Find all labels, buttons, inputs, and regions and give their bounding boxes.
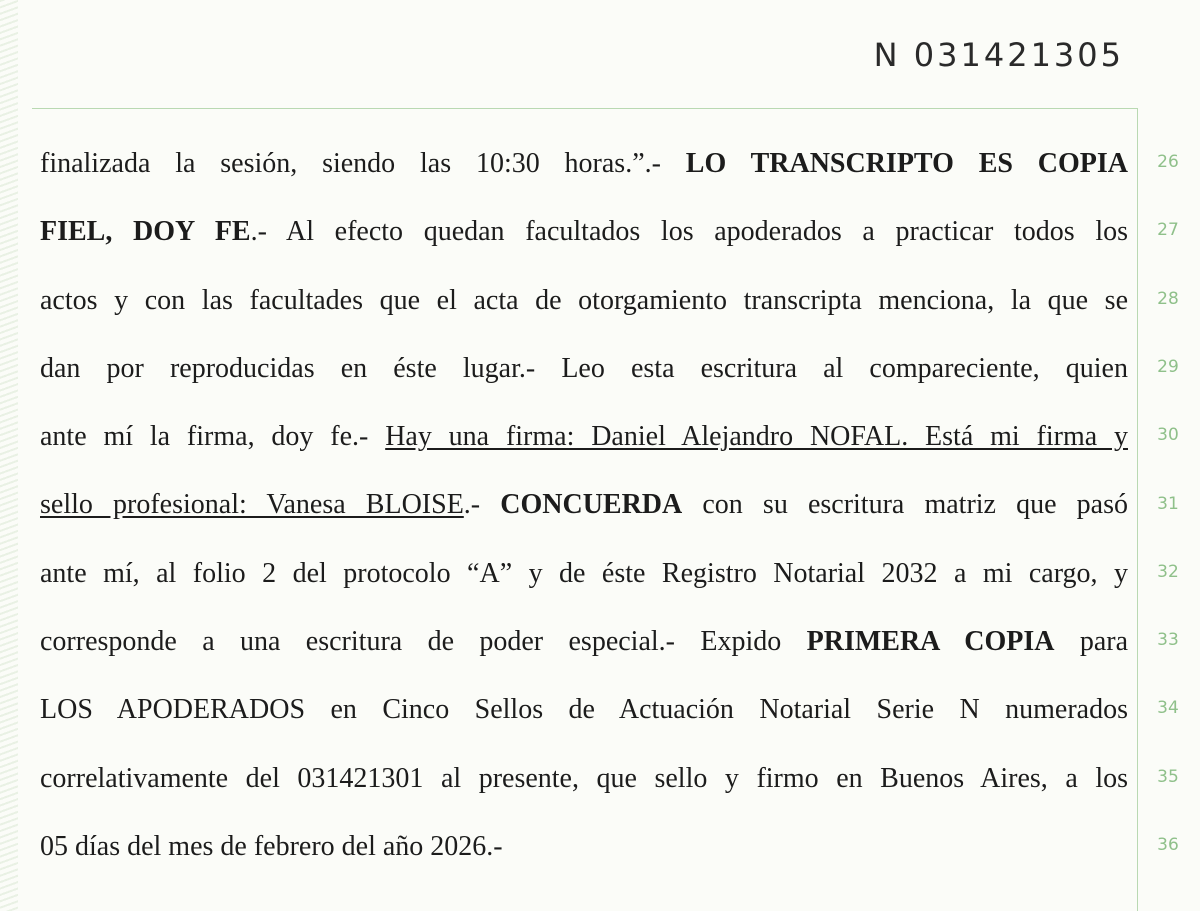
text-line	[40, 403, 1128, 471]
line-number: 27	[1157, 220, 1179, 241]
underlined-text-segment: sello profesional: Vanesa BLOISE	[40, 489, 464, 521]
security-paper-edge	[0, 0, 18, 911]
underlined-text-segment: Hay una firma: Daniel Alejandro NOFAL. Está mi firma y	[385, 421, 1128, 453]
text-segment: ante mí, al folio 2 del protocolo “A” y de éste Registro Notarial 2032 a mi cargo, y	[40, 557, 1128, 589]
text-segment: ante mí la firma, doy fe.-	[40, 421, 386, 453]
line-number: 28	[1157, 288, 1179, 309]
text-line	[40, 813, 1128, 881]
text-segment: 05 días del mes de febrero del año 2026.-	[40, 830, 503, 862]
deed-text-body	[40, 130, 1128, 881]
text-segment: con su escritura matriz que pasó	[682, 489, 1128, 521]
serial-number: N 031421305	[873, 36, 1124, 74]
bold-text-segment: PRIMERA COPIA	[806, 626, 1055, 658]
frame-right-rule	[1137, 108, 1138, 911]
text-line	[40, 471, 1128, 539]
line-number: 34	[1157, 698, 1179, 719]
text-segment: .- Al efecto quedan facultados los apoderados a practicar todos los	[250, 216, 1129, 248]
text-line	[40, 608, 1128, 676]
line-number: 29	[1157, 356, 1179, 377]
frame-top-rule	[32, 108, 1138, 109]
line-number: 31	[1157, 493, 1179, 514]
text-line	[40, 335, 1128, 403]
text-line	[40, 130, 1128, 198]
text-segment: corresponde a una escritura de poder especial.- Expido	[40, 626, 807, 658]
line-number: 30	[1157, 425, 1179, 446]
text-segment: LOS APODERADOS en Cinco Sellos de Actuación Notarial Serie N numerados	[40, 694, 1128, 726]
line-number: 33	[1157, 630, 1179, 651]
bold-text-segment: FIEL, DOY FE	[40, 216, 251, 248]
text-segment: actos y con las facultades que el acta de otorgamiento transcripta menciona, la que se	[40, 284, 1128, 316]
text-segment: para	[1054, 626, 1129, 658]
text-line	[40, 676, 1128, 744]
text-line	[40, 745, 1128, 813]
text-line	[40, 198, 1128, 266]
line-number: 32	[1157, 561, 1179, 582]
line-number: 26	[1157, 152, 1179, 172]
bold-text-segment: LO TRANSCRIPTO ES COPIA	[685, 148, 1129, 179]
bold-text-segment: CONCUERDA	[500, 489, 683, 521]
text-segment: finalizada la sesión, siendo las 10:30 horas.”.-	[40, 148, 686, 179]
text-segment: .-	[463, 489, 501, 521]
text-segment: correlativamente del 031421301 al presente, que sello y firmo en Buenos Aires, a los	[40, 762, 1128, 794]
text-segment: dan por reproducidas en éste lugar.- Leo esta escritura al compareciente, quien	[40, 352, 1128, 384]
line-number: 35	[1157, 766, 1179, 787]
line-number: 36	[1157, 835, 1179, 855]
text-line	[40, 540, 1128, 608]
text-line	[40, 267, 1128, 335]
